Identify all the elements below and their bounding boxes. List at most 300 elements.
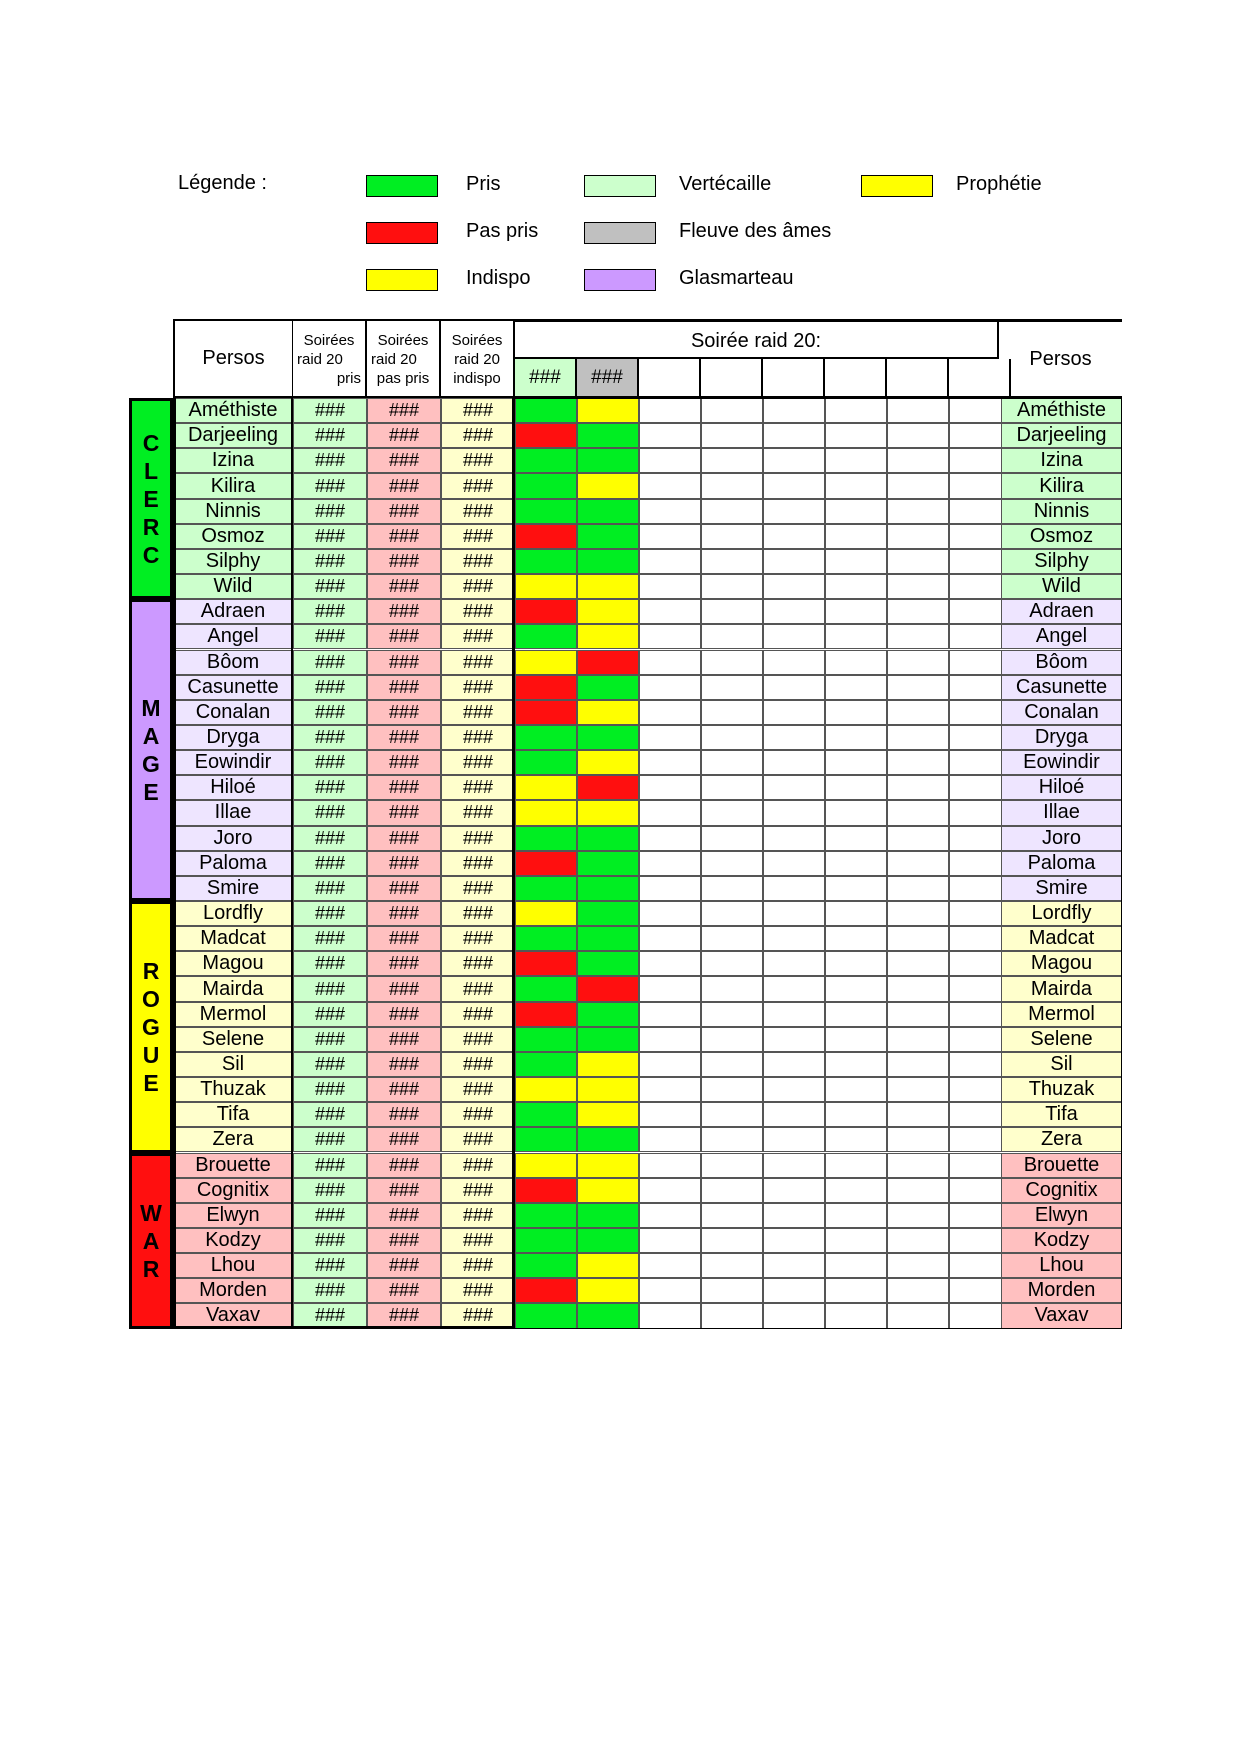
- attendance-cell[interactable]: [763, 976, 825, 1001]
- attendance-cell[interactable]: [701, 1027, 763, 1052]
- attendance-cell[interactable]: [577, 851, 639, 876]
- attendance-cell[interactable]: [515, 976, 577, 1001]
- attendance-cell[interactable]: [639, 524, 701, 549]
- attendance-cell[interactable]: [887, 624, 949, 649]
- attendance-cell[interactable]: [887, 826, 949, 851]
- attendance-cell[interactable]: [701, 1127, 763, 1152]
- attendance-cell[interactable]: [887, 1228, 949, 1253]
- attendance-cell[interactable]: [825, 926, 887, 951]
- attendance-cell[interactable]: [577, 976, 639, 1001]
- attendance-cell[interactable]: [639, 650, 701, 675]
- count-indispo: ###: [441, 423, 515, 448]
- attendance-cell[interactable]: [825, 826, 887, 851]
- attendance-cell[interactable]: [515, 1228, 577, 1253]
- attendance-cell[interactable]: [639, 574, 701, 599]
- attendance-cell[interactable]: [825, 624, 887, 649]
- attendance-cell[interactable]: [515, 775, 577, 800]
- attendance-cell[interactable]: [639, 599, 701, 624]
- attendance-cell[interactable]: [577, 473, 639, 498]
- attendance-cell[interactable]: [825, 750, 887, 775]
- attendance-cell[interactable]: [763, 1153, 825, 1178]
- attendance-cell[interactable]: [763, 423, 825, 448]
- attendance-cell[interactable]: [887, 473, 949, 498]
- attendance-cell[interactable]: [639, 1027, 701, 1052]
- attendance-cell[interactable]: [515, 398, 577, 423]
- attendance-cell[interactable]: [515, 499, 577, 524]
- attendance-cell[interactable]: [515, 448, 577, 473]
- attendance-cell[interactable]: [701, 800, 763, 825]
- attendance-cell[interactable]: [825, 1228, 887, 1253]
- attendance-cell[interactable]: [887, 1278, 949, 1303]
- attendance-cell[interactable]: [701, 1228, 763, 1253]
- attendance-cell[interactable]: [763, 1253, 825, 1278]
- attendance-cell[interactable]: [515, 951, 577, 976]
- attendance-cell[interactable]: [701, 901, 763, 926]
- attendance-cell[interactable]: [577, 926, 639, 951]
- attendance-cell[interactable]: [763, 851, 825, 876]
- member-name: Selene: [173, 1027, 293, 1052]
- attendance-cell[interactable]: [639, 826, 701, 851]
- count-paspris: ###: [367, 398, 441, 423]
- attendance-cell[interactable]: [887, 1178, 949, 1203]
- attendance-cell[interactable]: [887, 574, 949, 599]
- attendance-cell[interactable]: [639, 423, 701, 448]
- attendance-cell[interactable]: [887, 800, 949, 825]
- attendance-cell[interactable]: [577, 1002, 639, 1027]
- member-name: Eowindir: [173, 750, 293, 775]
- attendance-cell[interactable]: [577, 951, 639, 976]
- attendance-cell[interactable]: [763, 1303, 825, 1328]
- attendance-cell[interactable]: [639, 750, 701, 775]
- attendance-cell[interactable]: [701, 1178, 763, 1203]
- attendance-cell[interactable]: [887, 675, 949, 700]
- attendance-cell[interactable]: [577, 448, 639, 473]
- member-name: Bôom: [173, 650, 293, 675]
- attendance-cell[interactable]: [515, 599, 577, 624]
- attendance-cell[interactable]: [887, 1002, 949, 1027]
- attendance-cell[interactable]: [577, 725, 639, 750]
- member-name-right: Morden: [1001, 1278, 1122, 1303]
- attendance-cell[interactable]: [701, 1052, 763, 1077]
- attendance-cell[interactable]: [577, 1077, 639, 1102]
- attendance-cell[interactable]: [639, 1278, 701, 1303]
- attendance-cell[interactable]: [515, 1002, 577, 1027]
- date-header: [887, 359, 949, 398]
- attendance-cell[interactable]: [825, 1153, 887, 1178]
- member-name: Thuzak: [173, 1077, 293, 1102]
- attendance-cell[interactable]: [577, 876, 639, 901]
- attendance-cell[interactable]: [639, 725, 701, 750]
- attendance-cell[interactable]: [515, 1102, 577, 1127]
- attendance-cell[interactable]: [639, 700, 701, 725]
- attendance-cell[interactable]: [763, 775, 825, 800]
- class-letter: M: [141, 695, 161, 722]
- attendance-cell[interactable]: [825, 398, 887, 423]
- attendance-cell[interactable]: [825, 473, 887, 498]
- attendance-cell[interactable]: [577, 650, 639, 675]
- attendance-cell[interactable]: [577, 1203, 639, 1228]
- attendance-cell[interactable]: [515, 473, 577, 498]
- attendance-cell[interactable]: [701, 624, 763, 649]
- attendance-cell[interactable]: [825, 1052, 887, 1077]
- attendance-cell[interactable]: [701, 1203, 763, 1228]
- attendance-cell[interactable]: [639, 926, 701, 951]
- attendance-cell[interactable]: [515, 574, 577, 599]
- attendance-cell[interactable]: [887, 876, 949, 901]
- attendance-cell[interactable]: [825, 1127, 887, 1152]
- attendance-cell[interactable]: [577, 499, 639, 524]
- attendance-cell[interactable]: [825, 675, 887, 700]
- attendance-cell[interactable]: [701, 675, 763, 700]
- attendance-cell[interactable]: [577, 800, 639, 825]
- attendance-cell[interactable]: [701, 851, 763, 876]
- attendance-cell[interactable]: [763, 524, 825, 549]
- attendance-cell[interactable]: [701, 1102, 763, 1127]
- attendance-cell[interactable]: [701, 574, 763, 599]
- attendance-cell[interactable]: [639, 1253, 701, 1278]
- attendance-cell[interactable]: [887, 976, 949, 1001]
- attendance-cell[interactable]: [577, 1178, 639, 1203]
- attendance-cell[interactable]: [639, 473, 701, 498]
- attendance-cell[interactable]: [825, 1002, 887, 1027]
- attendance-cell[interactable]: [639, 1077, 701, 1102]
- attendance-cell[interactable]: [887, 750, 949, 775]
- attendance-cell[interactable]: [887, 1303, 949, 1328]
- attendance-cell[interactable]: [701, 1153, 763, 1178]
- attendance-cell[interactable]: [701, 951, 763, 976]
- attendance-cell[interactable]: [887, 599, 949, 624]
- attendance-cell[interactable]: [577, 524, 639, 549]
- attendance-cell[interactable]: [515, 1253, 577, 1278]
- col-header-pris-l3: pris: [336, 370, 361, 387]
- attendance-cell[interactable]: [515, 1278, 577, 1303]
- attendance-cell[interactable]: [825, 976, 887, 1001]
- attendance-cell[interactable]: [763, 800, 825, 825]
- attendance-cell[interactable]: [639, 1127, 701, 1152]
- attendance-cell[interactable]: [515, 800, 577, 825]
- member-name: Silphy: [173, 549, 293, 574]
- attendance-cell[interactable]: [825, 876, 887, 901]
- attendance-cell[interactable]: [639, 775, 701, 800]
- count-indispo: ###: [441, 499, 515, 524]
- attendance-cell[interactable]: [825, 448, 887, 473]
- attendance-cell[interactable]: [763, 499, 825, 524]
- attendance-cell[interactable]: [577, 675, 639, 700]
- attendance-cell[interactable]: [887, 851, 949, 876]
- attendance-cell[interactable]: [887, 448, 949, 473]
- attendance-cell[interactable]: [577, 1153, 639, 1178]
- attendance-cell[interactable]: [763, 1027, 825, 1052]
- attendance-cell[interactable]: [763, 1002, 825, 1027]
- attendance-cell[interactable]: [515, 901, 577, 926]
- attendance-cell[interactable]: [887, 1102, 949, 1127]
- attendance-cell[interactable]: [763, 398, 825, 423]
- attendance-cell[interactable]: [515, 926, 577, 951]
- count-paspris: ###: [367, 675, 441, 700]
- attendance-cell[interactable]: [515, 1027, 577, 1052]
- attendance-cell[interactable]: [763, 700, 825, 725]
- attendance-cell[interactable]: [701, 599, 763, 624]
- member-name-right: Madcat: [1001, 926, 1122, 951]
- attendance-cell[interactable]: [887, 775, 949, 800]
- date-header: [701, 359, 763, 398]
- attendance-cell[interactable]: [887, 499, 949, 524]
- attendance-cell[interactable]: [701, 976, 763, 1001]
- attendance-cell[interactable]: [825, 951, 887, 976]
- attendance-cell[interactable]: [887, 1077, 949, 1102]
- attendance-cell[interactable]: [701, 826, 763, 851]
- attendance-cell[interactable]: [701, 1253, 763, 1278]
- attendance-cell[interactable]: [515, 1303, 577, 1328]
- attendance-cell[interactable]: [825, 901, 887, 926]
- attendance-cell[interactable]: [701, 524, 763, 549]
- attendance-cell[interactable]: [639, 800, 701, 825]
- attendance-cell[interactable]: [701, 1303, 763, 1328]
- attendance-cell[interactable]: [825, 524, 887, 549]
- attendance-cell[interactable]: [639, 1303, 701, 1328]
- attendance-cell[interactable]: [825, 725, 887, 750]
- attendance-cell[interactable]: [515, 423, 577, 448]
- attendance-cell[interactable]: [887, 926, 949, 951]
- count-paspris: ###: [367, 976, 441, 1001]
- attendance-cell[interactable]: [825, 1203, 887, 1228]
- attendance-cell[interactable]: [577, 398, 639, 423]
- attendance-cell[interactable]: [763, 1127, 825, 1152]
- col-header-pas-pris: [367, 319, 441, 398]
- attendance-cell[interactable]: [825, 549, 887, 574]
- attendance-cell[interactable]: [515, 851, 577, 876]
- attendance-cell[interactable]: [887, 901, 949, 926]
- attendance-cell[interactable]: [515, 524, 577, 549]
- attendance-cell[interactable]: [701, 725, 763, 750]
- count-paspris: ###: [367, 1203, 441, 1228]
- attendance-cell[interactable]: [639, 499, 701, 524]
- attendance-cell[interactable]: [763, 1102, 825, 1127]
- member-name-right: Adraen: [1001, 599, 1122, 624]
- attendance-cell[interactable]: [639, 675, 701, 700]
- attendance-cell[interactable]: [515, 700, 577, 725]
- attendance-cell[interactable]: [577, 1052, 639, 1077]
- attendance-cell[interactable]: [887, 951, 949, 976]
- member-name: Lhou: [173, 1253, 293, 1278]
- attendance-cell[interactable]: [763, 725, 825, 750]
- attendance-cell[interactable]: [887, 725, 949, 750]
- count-pris: ###: [293, 1052, 367, 1077]
- attendance-cell[interactable]: [887, 398, 949, 423]
- attendance-cell[interactable]: [887, 524, 949, 549]
- attendance-cell[interactable]: [701, 423, 763, 448]
- attendance-cell[interactable]: [825, 1178, 887, 1203]
- attendance-cell[interactable]: [701, 1002, 763, 1027]
- attendance-cell[interactable]: [887, 549, 949, 574]
- attendance-cell[interactable]: [577, 750, 639, 775]
- attendance-cell[interactable]: [577, 549, 639, 574]
- attendance-cell[interactable]: [701, 650, 763, 675]
- attendance-cell[interactable]: [763, 750, 825, 775]
- attendance-cell[interactable]: [763, 549, 825, 574]
- attendance-cell[interactable]: [701, 1077, 763, 1102]
- attendance-cell[interactable]: [763, 1203, 825, 1228]
- attendance-cell[interactable]: [639, 549, 701, 574]
- attendance-cell[interactable]: [887, 1127, 949, 1152]
- attendance-cell[interactable]: [639, 1153, 701, 1178]
- attendance-cell[interactable]: [639, 1002, 701, 1027]
- attendance-cell[interactable]: [825, 599, 887, 624]
- attendance-cell[interactable]: [577, 599, 639, 624]
- attendance-cell[interactable]: [825, 800, 887, 825]
- attendance-cell[interactable]: [825, 851, 887, 876]
- attendance-cell[interactable]: [577, 1027, 639, 1052]
- attendance-cell[interactable]: [763, 951, 825, 976]
- count-pris: ###: [293, 976, 367, 1001]
- attendance-cell[interactable]: [577, 574, 639, 599]
- member-name-right: Zera: [1001, 1127, 1122, 1152]
- attendance-cell[interactable]: [825, 1077, 887, 1102]
- attendance-cell[interactable]: [701, 473, 763, 498]
- attendance-cell[interactable]: [701, 448, 763, 473]
- attendance-cell[interactable]: [887, 1253, 949, 1278]
- attendance-cell[interactable]: [577, 1127, 639, 1152]
- attendance-cell[interactable]: [515, 1127, 577, 1152]
- attendance-cell[interactable]: [577, 826, 639, 851]
- attendance-cell[interactable]: [701, 775, 763, 800]
- attendance-cell[interactable]: [825, 423, 887, 448]
- attendance-cell[interactable]: [763, 1178, 825, 1203]
- attendance-cell[interactable]: [825, 650, 887, 675]
- attendance-cell[interactable]: [515, 876, 577, 901]
- attendance-cell[interactable]: [763, 926, 825, 951]
- member-name-right: Hiloé: [1001, 775, 1122, 800]
- attendance-cell[interactable]: [639, 1203, 701, 1228]
- attendance-cell[interactable]: [515, 1077, 577, 1102]
- attendance-cell[interactable]: [639, 901, 701, 926]
- attendance-cell[interactable]: [577, 1102, 639, 1127]
- attendance-cell[interactable]: [515, 624, 577, 649]
- attendance-cell[interactable]: [577, 624, 639, 649]
- legend-swatch: [366, 175, 438, 197]
- attendance-cell[interactable]: [639, 1052, 701, 1077]
- attendance-cell[interactable]: [825, 700, 887, 725]
- count-paspris: ###: [367, 1027, 441, 1052]
- member-name-right: Conalan: [1001, 700, 1122, 725]
- attendance-cell[interactable]: [639, 976, 701, 1001]
- attendance-cell[interactable]: [515, 725, 577, 750]
- count-pris: ###: [293, 1228, 367, 1253]
- attendance-cell[interactable]: [825, 499, 887, 524]
- attendance-cell[interactable]: [515, 750, 577, 775]
- member-name-right: Magou: [1001, 951, 1122, 976]
- attendance-cell[interactable]: [639, 1102, 701, 1127]
- attendance-cell[interactable]: [701, 499, 763, 524]
- attendance-cell[interactable]: [639, 876, 701, 901]
- count-paspris: ###: [367, 1102, 441, 1127]
- attendance-cell[interactable]: [887, 1052, 949, 1077]
- class-letter: E: [143, 1069, 159, 1096]
- attendance-cell[interactable]: [763, 675, 825, 700]
- attendance-cell[interactable]: [763, 650, 825, 675]
- attendance-cell[interactable]: [701, 700, 763, 725]
- attendance-cell[interactable]: [577, 1303, 639, 1328]
- attendance-cell[interactable]: [515, 675, 577, 700]
- member-name: Magou: [173, 951, 293, 976]
- attendance-cell[interactable]: [763, 574, 825, 599]
- attendance-cell[interactable]: [825, 775, 887, 800]
- attendance-cell[interactable]: [887, 1027, 949, 1052]
- attendance-cell[interactable]: [639, 448, 701, 473]
- attendance-cell[interactable]: [577, 775, 639, 800]
- attendance-cell[interactable]: [763, 826, 825, 851]
- attendance-cell[interactable]: [825, 1253, 887, 1278]
- attendance-cell[interactable]: [825, 1278, 887, 1303]
- member-name: Paloma: [173, 851, 293, 876]
- attendance-cell[interactable]: [577, 1278, 639, 1303]
- attendance-cell[interactable]: [887, 700, 949, 725]
- attendance-cell[interactable]: [701, 549, 763, 574]
- attendance-cell[interactable]: [701, 750, 763, 775]
- count-pris: ###: [293, 599, 367, 624]
- count-pris: ###: [293, 1077, 367, 1102]
- attendance-cell[interactable]: [639, 398, 701, 423]
- attendance-cell[interactable]: [515, 1153, 577, 1178]
- attendance-cell[interactable]: [515, 549, 577, 574]
- attendance-cell[interactable]: [577, 700, 639, 725]
- attendance-cell[interactable]: [515, 1203, 577, 1228]
- attendance-cell[interactable]: [763, 624, 825, 649]
- attendance-cell[interactable]: [825, 1102, 887, 1127]
- attendance-cell[interactable]: [887, 1203, 949, 1228]
- count-indispo: ###: [441, 574, 515, 599]
- attendance-cell[interactable]: [577, 1253, 639, 1278]
- count-paspris: ###: [367, 1127, 441, 1152]
- attendance-cell[interactable]: [763, 901, 825, 926]
- attendance-cell[interactable]: [639, 951, 701, 976]
- attendance-cell[interactable]: [763, 876, 825, 901]
- attendance-cell[interactable]: [763, 1228, 825, 1253]
- attendance-cell[interactable]: [887, 1153, 949, 1178]
- attendance-cell[interactable]: [887, 423, 949, 448]
- attendance-cell[interactable]: [763, 1077, 825, 1102]
- member-name-right: Elwyn: [1001, 1203, 1122, 1228]
- attendance-cell[interactable]: [515, 826, 577, 851]
- attendance-cell[interactable]: [701, 1278, 763, 1303]
- attendance-cell[interactable]: [577, 1228, 639, 1253]
- attendance-cell[interactable]: [701, 926, 763, 951]
- attendance-cell[interactable]: [701, 876, 763, 901]
- date-header: [825, 359, 887, 398]
- attendance-cell[interactable]: [763, 1278, 825, 1303]
- class-block-mage: [129, 599, 173, 901]
- attendance-cell[interactable]: [825, 574, 887, 599]
- attendance-cell[interactable]: [515, 650, 577, 675]
- attendance-cell[interactable]: [763, 448, 825, 473]
- attendance-cell[interactable]: [639, 624, 701, 649]
- attendance-cell[interactable]: [763, 473, 825, 498]
- attendance-cell[interactable]: [763, 599, 825, 624]
- attendance-cell[interactable]: [515, 1052, 577, 1077]
- attendance-cell[interactable]: [825, 1027, 887, 1052]
- attendance-cell[interactable]: [701, 398, 763, 423]
- attendance-cell[interactable]: [639, 851, 701, 876]
- member-name-right: Mairda: [1001, 976, 1122, 1001]
- attendance-cell[interactable]: [639, 1178, 701, 1203]
- attendance-cell[interactable]: [763, 1052, 825, 1077]
- attendance-cell[interactable]: [577, 423, 639, 448]
- attendance-cell[interactable]: [515, 1178, 577, 1203]
- attendance-cell[interactable]: [887, 650, 949, 675]
- attendance-cell[interactable]: [639, 1228, 701, 1253]
- attendance-cell[interactable]: [577, 901, 639, 926]
- attendance-cell[interactable]: [825, 1303, 887, 1328]
